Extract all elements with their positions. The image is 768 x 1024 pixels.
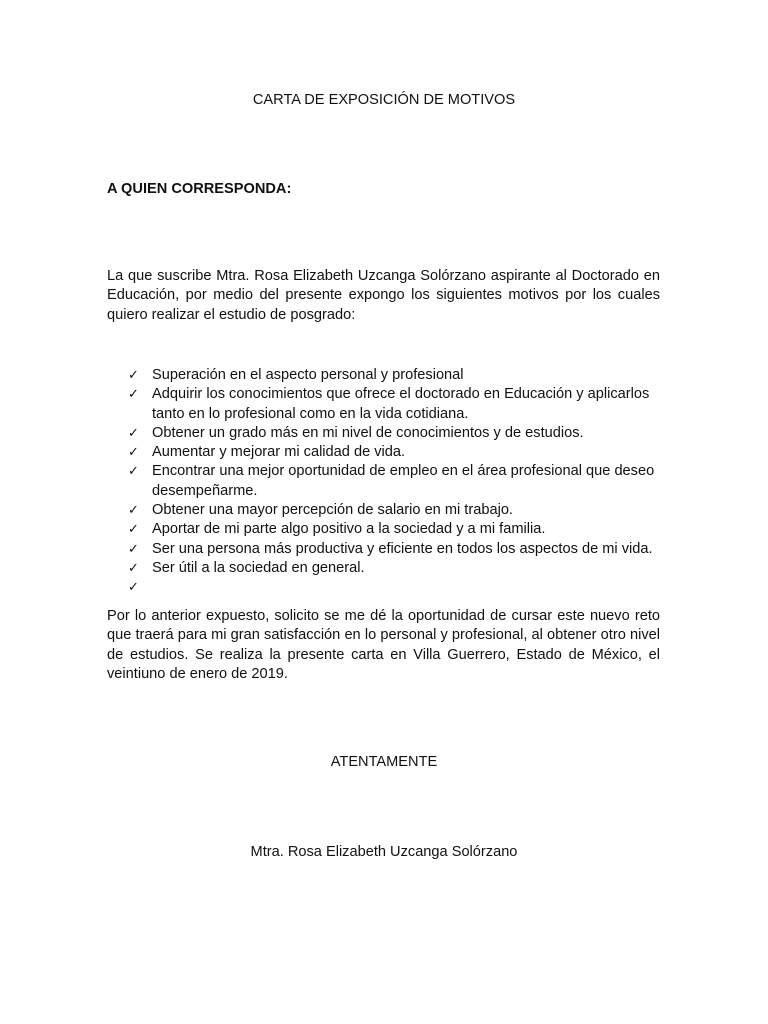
list-item: [128, 501, 668, 520]
list-item: [128, 462, 668, 501]
check-mark-icon: ✓: [128, 580, 139, 596]
check-mark-icon: ✓: [128, 445, 139, 461]
list-item: [128, 559, 668, 578]
reason-text: Obtener una mayor percepción de salario en mi trabajo.: [152, 502, 513, 519]
check-mark-icon: ✓: [128, 368, 139, 383]
signature-name: Mtra. Rosa Elizabeth Uzcanga Solórzano: [250, 844, 518, 860]
check-mark-icon: ✓: [128, 425, 139, 441]
list-item: [128, 578, 668, 597]
check-mark-icon: ✓: [128, 464, 139, 480]
check-mark-icon: ✓: [128, 387, 139, 403]
salutation: A QUIEN CORRESPONDA:: [107, 181, 292, 197]
reason-text: Ser una persona más productiva y eficiente en todos los aspectos de mi vida.: [152, 540, 653, 557]
reason-text: Aportar de mi parte algo positivo a la sociedad y a mi familia.: [152, 521, 546, 538]
closing-paragraph: Por lo anterior expuesto, solicito se me dé la oportunidad de cursar este nuevo reto que traerá para mi gran satisfacción en lo personal y profesional, al obtener otro nivel de estudios. Se realiza la presente carta en Villa Guerrero, Estado de México, el veintiuno de enero de 2019.: [107, 608, 660, 682]
list-item: [128, 424, 668, 443]
check-mark-icon: ✓: [128, 541, 139, 557]
reasons-list: [128, 366, 668, 598]
reason-text: Aumentar y mejorar mi calidad de vida.: [152, 444, 406, 461]
list-item: [128, 540, 668, 559]
check-mark-icon: ✓: [128, 560, 139, 576]
reason-text: Obtener un grado más en mi nivel de conocimientos y de estudios.: [152, 424, 584, 441]
intro-paragraph: La que suscribe Mtra. Rosa Elizabeth Uzcanga Solórzano aspirante al Doctorado en Educación, por medio del presente expongo los siguientes motivos por los cuales quiero realizar el estudio de posgrado:: [107, 268, 660, 323]
reason-text: Ser útil a la sociedad en general.: [152, 559, 365, 576]
check-mark-icon: ✓: [128, 503, 139, 519]
reason-text: Superación en el aspecto personal y profesional: [152, 367, 464, 383]
reason-text: Encontrar una mejor oportunidad de empleo en el área profesional que deseo desempeñarme.: [152, 463, 655, 499]
reason-text: Adquirir los conocimientos que ofrece el doctorado en Educación y aplicarlos tanto en lo profesional como en la vida cotidiana.: [152, 386, 650, 422]
list-item: [128, 520, 668, 539]
list-item: [128, 443, 668, 462]
list-item: [128, 366, 668, 385]
check-mark-icon: ✓: [128, 522, 139, 538]
regards: ATENTAMENTE: [330, 754, 438, 770]
letter-title: CARTA DE EXPOSICIÓN DE MOTIVOS: [252, 92, 516, 108]
list-item: [128, 385, 668, 424]
